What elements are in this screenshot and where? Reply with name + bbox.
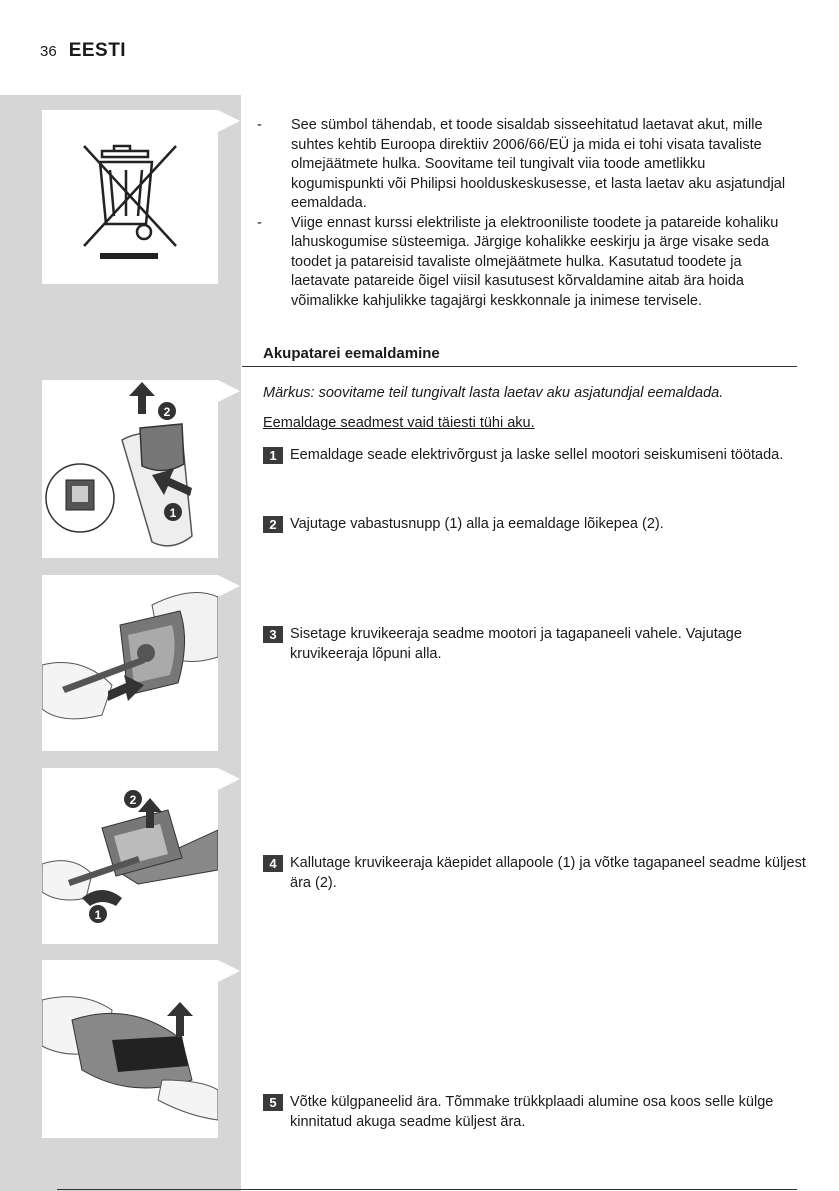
page-header [40,40,126,62]
callout-badge-1: 1 [169,506,177,520]
disposal-bullet-text: See sümbol tähendab, et toode sisaldab sisseehitatud laetavat akut, mille suhtes kehtib Euroopa direktiiv 2006/66/EÜ ja mida ei tohi visata tavaliste olmejäätmete hulka. Soovitame teil tungivalt viia toode ametlikku kogumispunkti või Philipsi hoolduskeskusesse, et lasta laetav aku asjatundjal eemaldada. [291,117,786,211]
step-number: 5 [263,1094,283,1111]
bullet-marker: - [257,117,262,133]
callout-badge-1b: 1 [94,908,102,922]
section-heading: Akupatarei eemaldamine [263,345,440,362]
note-text: Märkus: soovitame teil tungivalt lasta laetav aku asjatundjal eemaldada. [263,385,724,401]
section-title: EESTI [68,40,127,61]
footer-rule [57,1189,797,1190]
figure-remove-cutting-head [42,380,218,558]
step-text: Võtke külgpaneelid ära. Tõmmake trükkplaadi alumine osa koos selle külge kinnitatud akuga seadme küljest ära. [290,1094,774,1130]
step-text: Kallutage kruvikeeraja käepidet allapoole (1) ja võtke tagapaneel seadme küljest ära (2). [290,855,806,891]
step-number: 3 [263,626,283,643]
step-number: 4 [263,855,283,872]
remove-cutting-head-illustration [42,380,218,558]
step-text: Sisetage kruvikeeraja seadme mootori ja tagapaneeli vahele. Vajutage kruvikeeraja lõpuni alla. [290,626,742,662]
figure-remove-battery [42,960,218,1138]
page-number: 36 [40,43,57,60]
disposal-bullet [257,116,793,214]
bullet-marker: - [257,214,262,231]
step-text: Vajutage vabastusnupp (1) alla ja eemaldage lõikepea (2). [290,515,664,532]
figure-remove-back-panel [42,768,218,944]
disposal-text [257,116,793,311]
remove-back-panel-illustration [42,768,218,944]
heading-rule [242,366,797,367]
step-number: 2 [263,516,283,533]
crossed-out-wheelie-bin-icon [42,110,218,284]
insert-screwdriver-illustration [42,575,218,751]
step-item [263,854,820,893]
step-item [263,446,820,466]
disposal-bullet [257,214,793,312]
figure-insert-screwdriver [42,575,218,751]
remove-battery-illustration [42,960,218,1138]
weee-symbol-panel [42,110,218,284]
callout-badge-2: 2 [163,405,171,419]
step-item [263,625,820,664]
step-item [263,1093,820,1132]
callout-badge-2b: 2 [129,793,137,807]
disposal-bullet-text: Viige ennast kurssi elektriliste ja elektrooniliste toodete ja patareide kohaliku lahuskogumise süsteemiga. Järgige kohalikke eeskirju ja ärge visake seda toodet ja patareisid tavaliste olmejäätmete hulka. Kasutatud toodete ja laetavate patareide õigel viisil kasutusest kõrvaldamine aitab ära hoida võimalikke kahjulikke tagajärgi keskkonnale ja inimese tervisele. [291,214,779,309]
step-number: 1 [263,447,283,464]
step-item [263,515,820,535]
step-text: Eemaldage seade elektrivõrgust ja laske sellel mootori seiskumiseni töötada. [290,447,784,463]
warning-text: Eemaldage seadmest vaid täiesti tühi aku. [263,415,535,431]
